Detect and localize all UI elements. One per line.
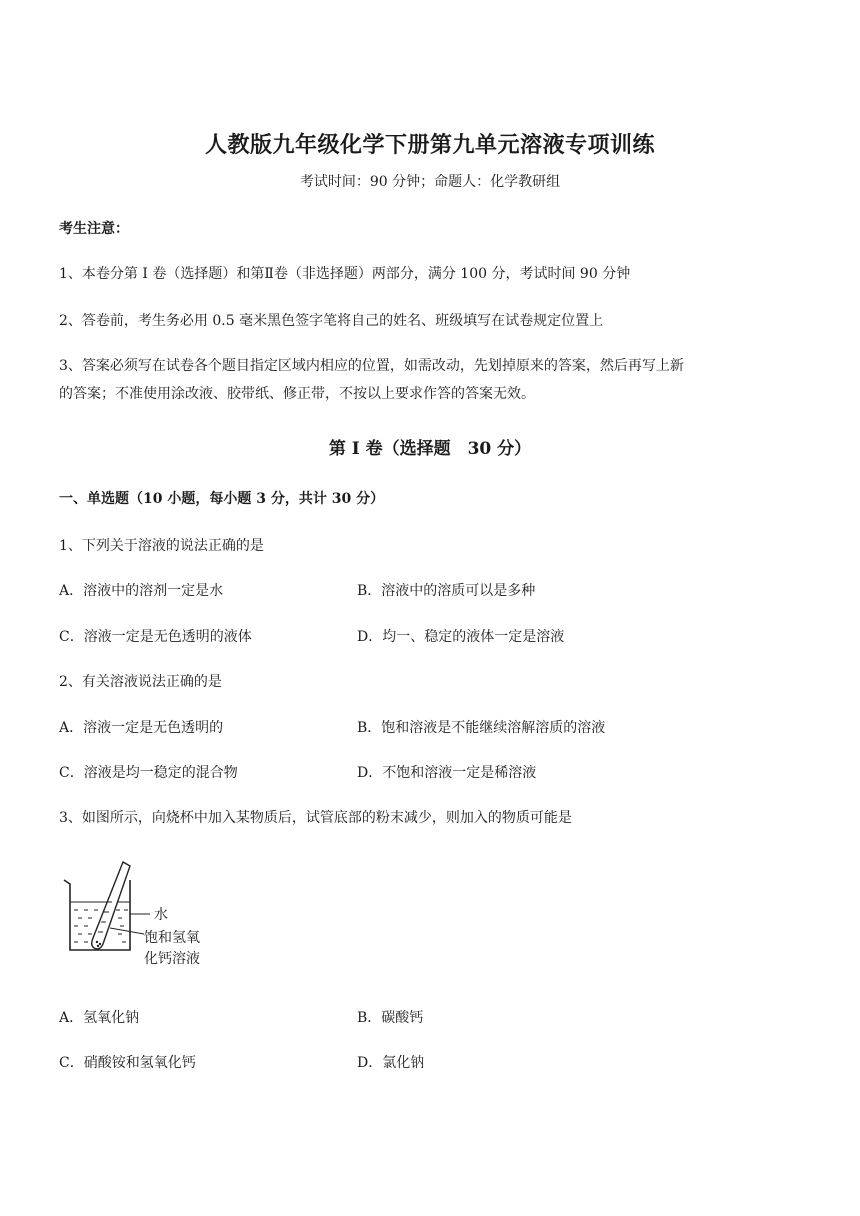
question-3-stem: 3、如图所示，向烧杯中加入某物质后，试管底部的粉末减少，则加入的物质可能是	[59, 810, 572, 826]
question-1-option-b: B．溶液中的溶质可以是多种	[357, 583, 536, 599]
question-3-option-d: D．氯化钠	[357, 1055, 425, 1071]
notice-item-2: 2、答卷前，考生务必用 0.5 毫米黑色签字笔将自己的姓名、班级填写在试卷规定位置上	[59, 313, 604, 329]
question-3-option-b: B．碳酸钙	[357, 1010, 424, 1026]
solution-pointer	[110, 928, 144, 934]
question-2-option-d: D．不饱和溶液一定是稀溶液	[357, 765, 537, 781]
notice-item-1: 1、本卷分第 I 卷（选择题）和第Ⅱ卷（非选择题）两部分，满分 100 分，考试时间 90 分钟	[59, 266, 631, 282]
question-1-stem: 1、下列关于溶液的说法正确的是	[59, 538, 264, 554]
question-2-option-c: C．溶液是均一稳定的混合物	[59, 765, 238, 781]
question-3-option-a: A．氢氧化钠	[59, 1010, 140, 1026]
question-2-stem: 2、有关溶液说法正确的是	[59, 674, 222, 690]
notice-item-3: 3、答案必须写在试卷各个题目指定区域内相应的位置，如需改动，先划掉原来的答案，然后再写上新	[59, 358, 684, 374]
test-tube	[92, 862, 130, 949]
exam-info: 考试时间：90 分钟；命题人：化学教研组	[299, 174, 561, 190]
question-2-option-b: B．饱和溶液是不能继续溶解溶质的溶液	[357, 720, 606, 736]
water-label: 水	[154, 907, 168, 923]
beaker-test-tube-figure	[60, 858, 220, 978]
notice-heading: 考生注意：	[59, 221, 129, 237]
question-1-option-c: C．溶液一定是无色透明的液体	[59, 629, 252, 645]
page-title: 人教版九年级化学下册第九单元溶液专项训练	[204, 132, 655, 158]
question-1-option-a: A．溶液中的溶剂一定是水	[59, 583, 224, 599]
solution-label-line2: 化钙溶液	[144, 951, 200, 967]
question-3-option-c: C．硝酸铵和氢氧化钙	[59, 1055, 196, 1071]
notice-item-3-continued: 的答案；不准使用涂改液、胶带纸、修正带，不按以上要求作答的答案无效。	[59, 386, 535, 402]
section-title: 第 I 卷（选择题 30 分）	[328, 439, 532, 459]
question-1-option-d: D．均一、稳定的液体一定是溶液	[357, 629, 565, 645]
question-group-title: 一、单选题（10 小题，每小题 3 分，共计 30 分）	[59, 491, 385, 507]
question-2-option-a: A．溶液一定是无色透明的	[59, 720, 224, 736]
solution-label-line1: 饱和氢氧	[144, 930, 200, 946]
